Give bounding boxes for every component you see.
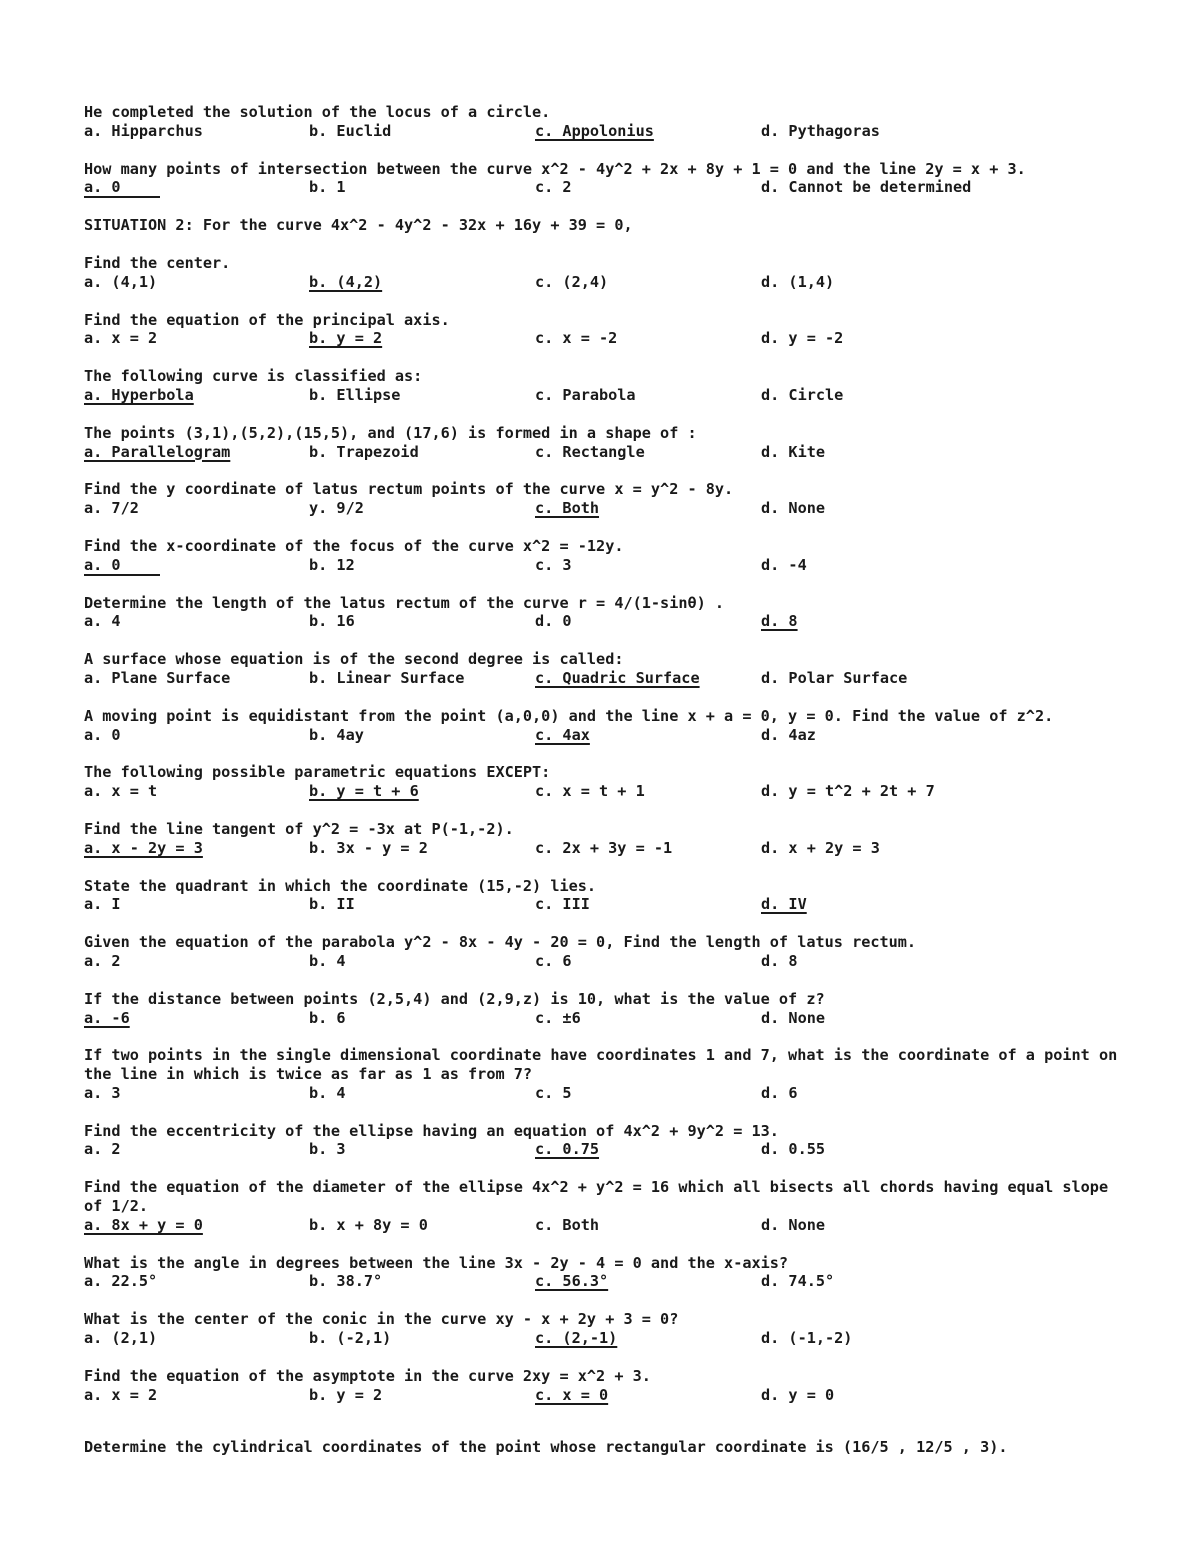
option-b <box>309 669 535 688</box>
question-text: What is the angle in degrees between the line 3x - 2y - 4 = 0 and the x-axis? <box>84 1253 789 1272</box>
option-a <box>84 499 309 518</box>
question-text: Determine the length of the latus rectum of the curve r = 4/(1-sinθ) . <box>84 593 725 612</box>
question-text: Find the equation of the asymptote in the curve 2xy = x^2 + 3. <box>84 1366 651 1385</box>
marked-answer: b. (4,2) <box>309 272 383 291</box>
option-text: a. 2 <box>84 951 121 970</box>
option-c <box>535 273 761 292</box>
option-a <box>84 1084 309 1103</box>
option-c <box>535 782 761 801</box>
option-text: a. 3 <box>84 1083 121 1102</box>
option-text: c. x = t + 1 <box>535 782 645 801</box>
options-row <box>84 386 1134 405</box>
option-text: c. x = -2 <box>535 329 618 348</box>
option-c <box>535 669 761 688</box>
option-a <box>84 1216 309 1235</box>
option-text: d. y = t^2 + 2t + 7 <box>761 782 935 801</box>
option-text: b. II <box>309 895 355 914</box>
question-block <box>84 933 1134 971</box>
question-text: Find the y coordinate of latus rectum points of the curve x = y^2 - 8y. <box>84 480 734 499</box>
option-c <box>535 726 761 745</box>
option-b <box>309 178 535 197</box>
question-text: If two points in the single dimensional coordinate have coordinates 1 and 7, what is the coordinate of a point on the line in which is twice as far as 1 as from 7? <box>84 1046 1127 1084</box>
question-text: Find the equation of the principal axis. <box>84 310 450 329</box>
option-c <box>535 839 761 858</box>
options-row <box>84 1009 1134 1028</box>
question-block <box>84 820 1134 858</box>
option-b <box>309 782 535 801</box>
option-text: d. Kite <box>761 442 826 461</box>
option-text: b. x + 8y = 0 <box>309 1215 428 1234</box>
option-text: b. Ellipse <box>309 385 401 404</box>
question-block <box>84 1367 1134 1405</box>
marked-answer: b. y = 2 <box>309 329 383 348</box>
option-b <box>309 1084 535 1103</box>
options-row <box>84 726 1134 745</box>
option-d <box>761 669 1131 688</box>
question-text: Find the equation of the diameter of the ellipse 4x^2 + y^2 = 16 which all bisects all chords having equal slope of 1/2. <box>84 1178 1118 1216</box>
question-block <box>84 160 1134 198</box>
question-text: The points (3,1),(5,2),(15,5), and (17,6) is formed in a shape of : <box>84 423 697 442</box>
option-text: c. 6 <box>535 951 572 970</box>
question-block <box>84 594 1134 632</box>
option-d <box>761 178 1131 197</box>
option-text: a. 2 <box>84 1140 121 1159</box>
option-d <box>761 329 1131 348</box>
option-b <box>309 895 535 914</box>
option-text: d. y = 0 <box>761 1385 835 1404</box>
option-text: a. Plane Surface <box>84 668 231 687</box>
marked-answer: c. Quadric Surface <box>535 668 700 687</box>
options-row <box>84 443 1134 462</box>
option-text: a. 0 <box>84 725 121 744</box>
question-block <box>84 1310 1134 1348</box>
option-a <box>84 726 309 745</box>
option-text: a. Hipparchus <box>84 121 203 140</box>
option-b <box>309 726 535 745</box>
question-block <box>84 707 1134 745</box>
option-text: a. 7/2 <box>84 499 139 518</box>
option-b <box>309 1140 535 1159</box>
question-block <box>84 254 1134 292</box>
option-text: b. y = 2 <box>309 1385 383 1404</box>
marked-answer: a. -6 <box>84 1008 130 1027</box>
final-question: Determine the cylindrical coordinates of the point whose rectangular coordinate is (16/5 , 12/5 , 3). <box>84 1438 1008 1457</box>
option-b <box>309 1272 535 1291</box>
options-row <box>84 1216 1134 1235</box>
marked-answer: c. x = 0 <box>535 1385 609 1404</box>
option-text: d. Cannot be determined <box>761 178 972 197</box>
question-block <box>84 367 1134 405</box>
option-d <box>761 1386 1131 1405</box>
question-text: The following possible parametric equations EXCEPT: <box>84 763 551 782</box>
option-text: a. 4 <box>84 612 121 631</box>
option-text: b. 12 <box>309 555 355 574</box>
option-a <box>84 329 309 348</box>
option-c <box>535 1329 761 1348</box>
options-row <box>84 839 1134 858</box>
option-text: b. 6 <box>309 1008 346 1027</box>
option-text: c. Rectangle <box>535 442 645 461</box>
question-text: State the quadrant in which the coordinate (15,-2) lies. <box>84 876 597 895</box>
option-c <box>535 1386 761 1405</box>
option-a <box>84 1009 309 1028</box>
marked-answer: a. Hyperbola <box>84 385 194 404</box>
option-text: d. y = -2 <box>761 329 844 348</box>
question-text: He completed the solution of the locus of a circle. <box>84 103 551 121</box>
option-a <box>84 556 309 575</box>
option-text: b. 4ay <box>309 725 364 744</box>
options-row <box>84 499 1134 518</box>
option-c <box>535 895 761 914</box>
option-text: d. (1,4) <box>761 272 835 291</box>
option-text: d. Circle <box>761 385 844 404</box>
options-row <box>84 1140 1134 1159</box>
options-row <box>84 273 1134 292</box>
question-block <box>84 990 1134 1028</box>
option-c <box>535 499 761 518</box>
option-text: a. (2,1) <box>84 1329 158 1348</box>
option-d <box>761 386 1131 405</box>
option-text: a. I <box>84 895 121 914</box>
option-b <box>309 443 535 462</box>
option-d <box>761 1272 1131 1291</box>
option-c <box>535 329 761 348</box>
marked-answer: d. IV <box>761 895 807 914</box>
option-b <box>309 952 535 971</box>
option-b <box>309 839 535 858</box>
option-d <box>761 499 1131 518</box>
options-row <box>84 556 1134 575</box>
option-d <box>761 782 1131 801</box>
option-text: c. 2 <box>535 178 572 197</box>
marked-answer: a. Parallelogram <box>84 442 231 461</box>
option-b <box>309 1386 535 1405</box>
question-text: Given the equation of the parabola y^2 - 8x - 4y - 20 = 0, Find the length of latus rectum. <box>84 933 917 952</box>
option-text: c. ±6 <box>535 1008 581 1027</box>
options-row <box>84 1272 1134 1291</box>
marked-answer: c. (2,-1) <box>535 1329 618 1348</box>
option-text: d. 6 <box>761 1083 798 1102</box>
question-text: Find the line tangent of y^2 = -3x at P(-1,-2). <box>84 819 514 838</box>
option-d <box>761 1140 1131 1159</box>
marked-answer: a. 0 <box>84 179 160 198</box>
question-text: What is the center of the conic in the curve xy - x + 2y + 3 = 0? <box>84 1310 679 1329</box>
option-c <box>535 443 761 462</box>
option-text: d. (-1,-2) <box>761 1329 853 1348</box>
option-d <box>761 1084 1131 1103</box>
option-d <box>761 726 1131 745</box>
option-text: b. 4 <box>309 951 346 970</box>
question-block <box>84 1046 1134 1102</box>
question-text: The following curve is classified as: <box>84 367 423 386</box>
question-text: Find the x-coordinate of the focus of the curve x^2 = -12y. <box>84 536 624 555</box>
option-text: b. (-2,1) <box>309 1329 392 1348</box>
question-block <box>84 650 1134 688</box>
option-c <box>535 1140 761 1159</box>
option-text: c. III <box>535 895 590 914</box>
marked-answer: c. 4ax <box>535 725 590 744</box>
option-d <box>761 952 1131 971</box>
marked-answer: c. 0.75 <box>535 1140 600 1159</box>
option-text: b. 38.7° <box>309 1272 383 1291</box>
marked-answer: c. Both <box>535 499 600 518</box>
question-text: How many points of intersection between the curve x^2 - 4y^2 + 2x + 8y + 1 = 0 and the line 2y = x + 3. <box>84 159 1026 178</box>
option-c <box>535 178 761 197</box>
options-row <box>84 122 1134 141</box>
option-text: b. 3 <box>309 1140 346 1159</box>
option-text: b. 3x - y = 2 <box>309 838 428 857</box>
question-block <box>84 1178 1134 1234</box>
option-a <box>84 122 309 141</box>
option-a <box>84 952 309 971</box>
option-text: b. 16 <box>309 612 355 631</box>
option-text: d. x + 2y = 3 <box>761 838 880 857</box>
question-block <box>84 877 1134 915</box>
option-text: a. 22.5° <box>84 1272 158 1291</box>
options-row <box>84 1386 1134 1405</box>
option-b <box>309 556 535 575</box>
option-text: d. None <box>761 1215 826 1234</box>
question-list <box>84 103 1134 1404</box>
option-text: d. 74.5° <box>761 1272 835 1291</box>
option-text: y. 9/2 <box>309 499 364 518</box>
option-d <box>761 839 1131 858</box>
option-text: d. 8 <box>761 951 798 970</box>
option-text: d. Polar Surface <box>761 668 908 687</box>
question-sheet <box>84 103 1134 1457</box>
option-b <box>309 1216 535 1235</box>
question-text: A moving point is equidistant from the point (a,0,0) and the line x + a = 0, y = 0. Find the value of z^2. <box>84 706 1054 725</box>
question-block <box>84 1254 1134 1292</box>
option-c <box>535 122 761 141</box>
option-c <box>535 1216 761 1235</box>
option-text: c. Both <box>535 1215 600 1234</box>
option-text: d. 0 <box>535 612 572 631</box>
option-d <box>761 1329 1131 1348</box>
options-row <box>84 1329 1134 1348</box>
option-d <box>761 273 1131 292</box>
option-text: a. x = 2 <box>84 329 158 348</box>
option-a <box>84 1329 309 1348</box>
option-a <box>84 443 309 462</box>
option-text: b. 1 <box>309 178 346 197</box>
option-a <box>84 782 309 801</box>
options-row <box>84 329 1134 348</box>
marked-answer: b. y = t + 6 <box>309 782 419 801</box>
option-text: d. None <box>761 499 826 518</box>
option-text: d. -4 <box>761 555 807 574</box>
option-b <box>309 329 535 348</box>
option-a <box>84 895 309 914</box>
option-b <box>309 122 535 141</box>
marked-answer: a. 0 <box>84 557 160 576</box>
option-b <box>309 386 535 405</box>
option-c <box>535 556 761 575</box>
option-c <box>535 612 761 631</box>
option-b <box>309 499 535 518</box>
option-b <box>309 273 535 292</box>
option-b <box>309 1329 535 1348</box>
option-text: d. 0.55 <box>761 1140 826 1159</box>
question-text: Find the center. <box>84 253 231 272</box>
options-row <box>84 782 1134 801</box>
options-row <box>84 895 1134 914</box>
marked-answer: a. x - 2y = 3 <box>84 838 203 857</box>
question-block <box>84 424 1134 462</box>
question-block <box>84 763 1134 801</box>
option-c <box>535 1084 761 1103</box>
option-a <box>84 839 309 858</box>
option-b <box>309 612 535 631</box>
marked-answer: c. 56.3° <box>535 1272 609 1291</box>
option-c <box>535 952 761 971</box>
option-text: d. None <box>761 1008 826 1027</box>
option-text: c. 2x + 3y = -1 <box>535 838 673 857</box>
option-text: b. Linear Surface <box>309 668 465 687</box>
question-text: If the distance between points (2,5,4) and (2,9,z) is 10, what is the value of z? <box>84 989 825 1008</box>
options-row <box>84 178 1134 197</box>
option-a <box>84 1140 309 1159</box>
option-a <box>84 612 309 631</box>
option-text: b. Euclid <box>309 121 392 140</box>
option-text: c. 5 <box>535 1083 572 1102</box>
option-a <box>84 1272 309 1291</box>
option-text: b. 4 <box>309 1083 346 1102</box>
option-text: a. x = t <box>84 782 158 801</box>
option-d <box>761 612 1131 631</box>
options-row <box>84 612 1134 631</box>
option-text: d. Pythagoras <box>761 121 880 140</box>
option-text: c. 3 <box>535 555 572 574</box>
question-block <box>84 480 1134 518</box>
question-block <box>84 103 1134 141</box>
question-block <box>84 537 1134 575</box>
marked-answer: d. 8 <box>761 612 798 631</box>
option-text: b. Trapezoid <box>309 442 419 461</box>
option-d <box>761 443 1131 462</box>
option-d <box>761 556 1131 575</box>
option-text: a. x = 2 <box>84 1385 158 1404</box>
question-block <box>84 1122 1134 1160</box>
marked-answer: c. Appolonius <box>535 121 654 140</box>
option-text: c. (2,4) <box>535 272 609 291</box>
option-d <box>761 1216 1131 1235</box>
option-c <box>535 1009 761 1028</box>
option-a <box>84 178 309 197</box>
options-row <box>84 952 1134 971</box>
option-d <box>761 1009 1131 1028</box>
marked-answer: a. 8x + y = 0 <box>84 1215 203 1234</box>
option-c <box>535 1272 761 1291</box>
option-text: c. Parabola <box>535 385 636 404</box>
situation-text: SITUATION 2: For the curve 4x^2 - 4y^2 - 32x + 16y + 39 = 0, <box>84 216 633 235</box>
options-row <box>84 669 1134 688</box>
option-a <box>84 386 309 405</box>
option-text: a. (4,1) <box>84 272 158 291</box>
situation-note <box>84 216 1134 235</box>
option-c <box>535 386 761 405</box>
option-d <box>761 122 1131 141</box>
option-a <box>84 273 309 292</box>
options-row <box>84 1084 1134 1103</box>
option-b <box>309 1009 535 1028</box>
option-a <box>84 1386 309 1405</box>
option-a <box>84 669 309 688</box>
question-block <box>84 311 1134 349</box>
option-text: d. 4az <box>761 725 816 744</box>
question-text: A surface whose equation is of the second degree is called: <box>84 650 624 669</box>
option-d <box>761 895 1131 914</box>
question-text: Find the eccentricity of the ellipse having an equation of 4x^2 + 9y^2 = 13. <box>84 1121 779 1140</box>
